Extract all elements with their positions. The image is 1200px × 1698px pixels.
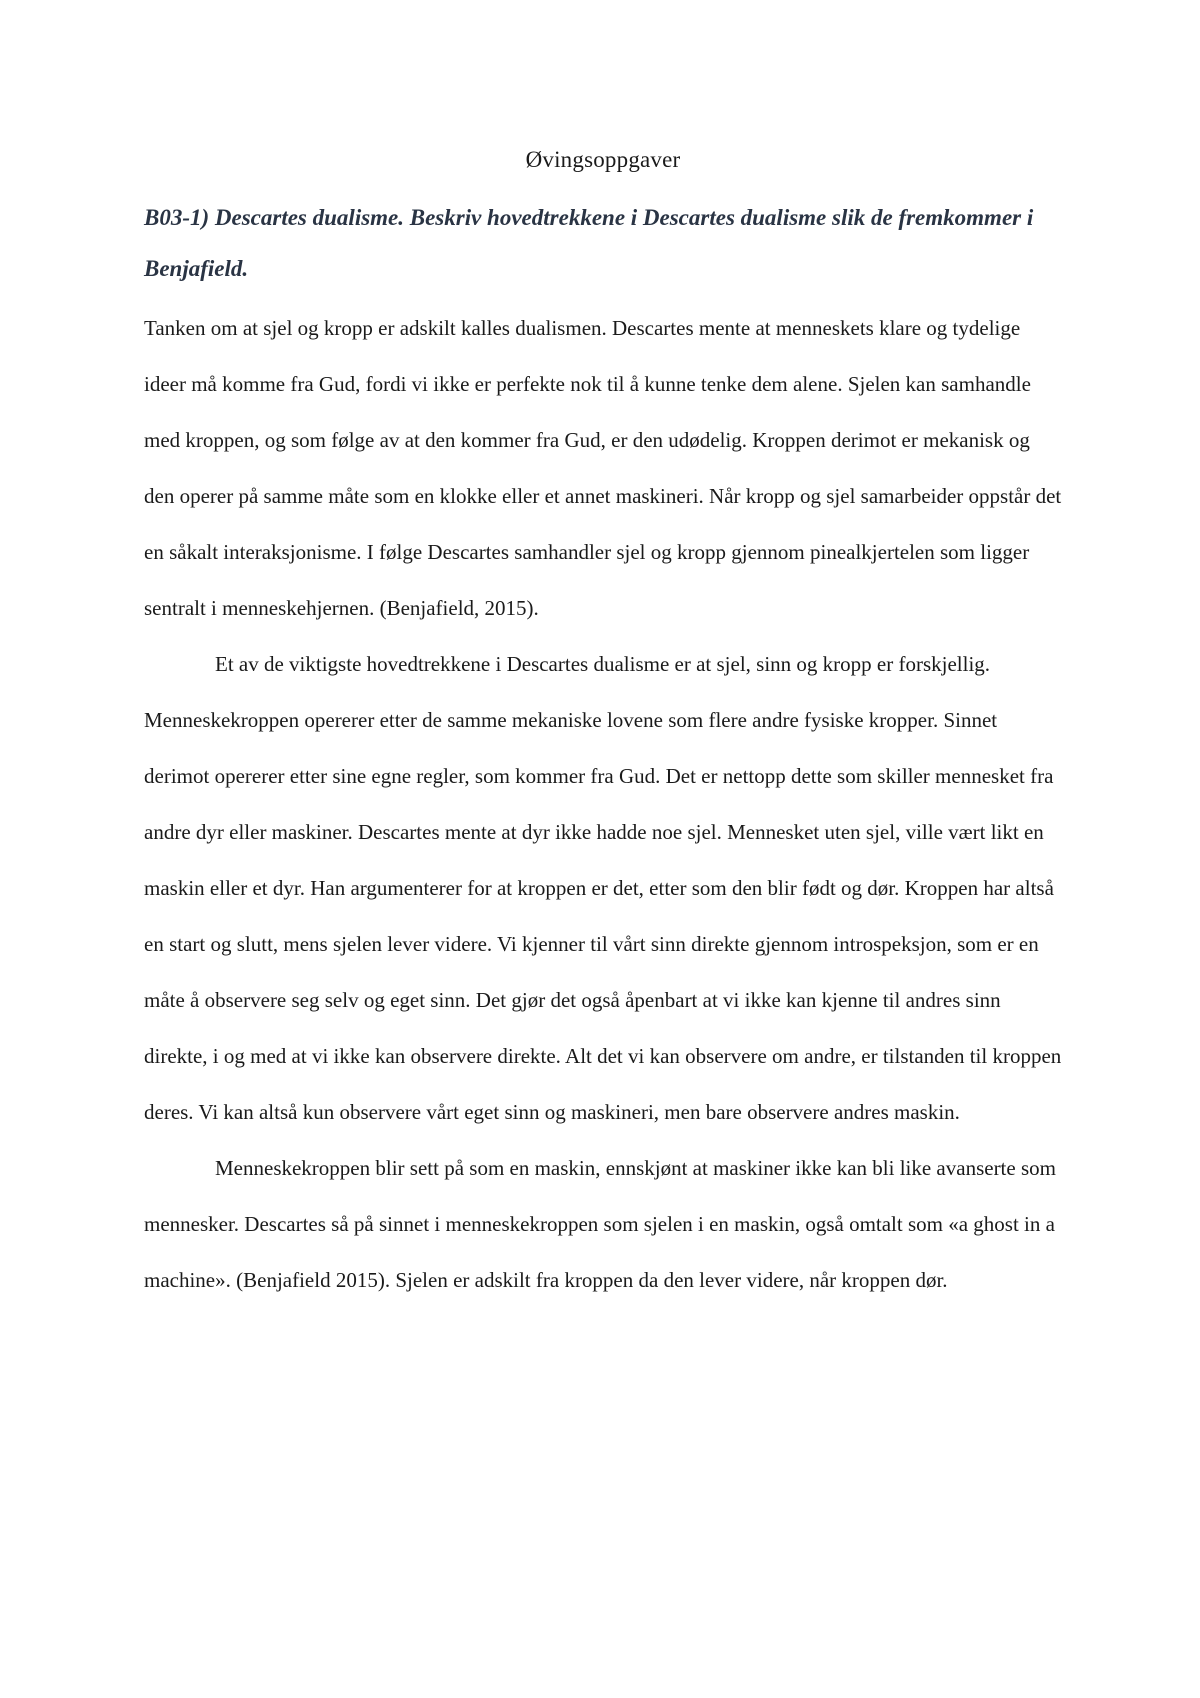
document-body xyxy=(144,142,1062,1308)
paragraph-3: Menneskekroppen blir sett på som en maskin, ennskjønt at maskiner ikke kan bli like avanserte som mennesker. Descartes så på sinnet i menneskekroppen som sjelen i en maskin, også omtalt som «a ghost in a machine». (Benjafield 2015). Sjelen er adskilt fra kroppen da den lever videre, når kroppen dør. xyxy=(144,1156,1056,1292)
paragraph-2: Et av de viktigste hovedtrekkene i Descartes dualisme er at sjel, sinn og kropp er forskjellig. Menneskekroppen opererer etter de samme mekaniske lovene som flere andre fysiske kropper. Sinnet derimot opererer etter sine egne regler, som kommer fra Gud. Det er nettopp dette som skiller mennesket fra andre dyr eller maskiner. Descartes mente at dyr ikke hadde noe sjel. Mennesket uten sjel, ville vært likt en maskin eller et dyr. Han argumenterer for at kroppen er det, etter som den blir født og dør. Kroppen har altså en start og slutt, mens sjelen lever videre. Vi kjenner til vårt sinn direkte gjennom introspeksjon, som er en måte å observere seg selv og eget sinn. Det gjør det også åpenbart at vi ikke kan kjenne til andres sinn direkte, i og med at vi ikke kan observere direkte. Alt det vi kan observere om andre, er tilstanden til kroppen deres. Vi kan altså kun observere vårt eget sinn og maskineri, men bare observere andres maskin. xyxy=(144,652,1062,1124)
question-heading: B03-1) Descartes dualisme. Beskriv hovedtrekkene i Descartes dualisme slik de fremkommer i Benjafield. xyxy=(144,205,1034,281)
document-title: Øvingsoppgaver xyxy=(525,147,681,172)
paragraph-1: Tanken om at sjel og kropp er adskilt kalles dualismen. Descartes mente at menneskets klare og tydelige ideer må komme fra Gud, fordi vi ikke er perfekte nok til å kunne tenke dem alene. Sjelen kan samhandle med kroppen, og som følge av at den kommer fra Gud, er den udødelig. Kroppen derimot er mekanisk og den operer på samme måte som en klokke eller et annet maskineri. Når kropp og sjel samarbeider oppstår det en såkalt interaksjonisme. I følge Descartes samhandler sjel og kropp gjennom pinealkjertelen som ligger sentralt i menneskehjernen. (Benjafield, 2015). xyxy=(144,316,1062,620)
